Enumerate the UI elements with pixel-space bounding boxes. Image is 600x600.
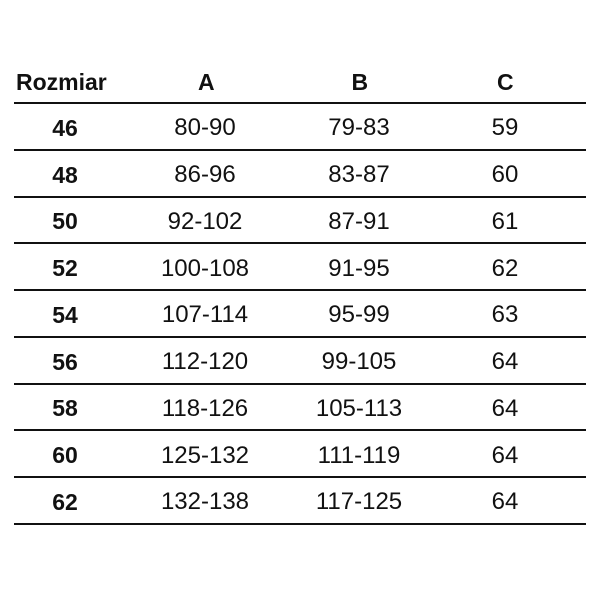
header-c: C	[496, 68, 514, 95]
c-cell: 63	[491, 301, 519, 329]
b-cell: 111-119	[317, 441, 401, 469]
a-cell: 92-102	[167, 207, 243, 235]
c-cell: 59	[491, 114, 519, 142]
c-cell: 62	[491, 254, 519, 282]
header-a: A	[198, 68, 215, 95]
c-cell: 64	[491, 441, 519, 469]
table-row	[14, 385, 586, 432]
size-cell: 46	[52, 114, 78, 141]
table-row	[14, 338, 586, 385]
a-cell: 100-108	[160, 254, 250, 282]
b-cell: 79-83	[328, 114, 390, 142]
size-cell: 60	[52, 442, 78, 469]
c-cell: 61	[491, 207, 519, 235]
b-cell: 105-113	[315, 394, 403, 422]
size-cell: 50	[52, 208, 78, 235]
b-cell: 91-95	[328, 254, 390, 282]
b-cell: 99-105	[321, 348, 397, 376]
table-row	[14, 431, 586, 478]
a-cell: 107-114	[161, 301, 249, 329]
a-cell: 132-138	[160, 488, 250, 516]
size-cell: 62	[52, 488, 78, 515]
header-b: B	[351, 68, 369, 95]
b-cell: 83-87	[328, 161, 390, 189]
a-cell: 112-120	[161, 348, 249, 376]
table-row	[14, 244, 586, 291]
table-row	[14, 291, 586, 338]
size-cell: 52	[52, 255, 78, 282]
c-cell: 64	[491, 488, 519, 516]
a-cell: 118-126	[161, 394, 249, 422]
a-cell: 125-132	[160, 441, 250, 469]
a-cell: 80-90	[174, 114, 236, 142]
b-cell: 87-91	[328, 207, 390, 235]
c-cell: 60	[491, 161, 519, 189]
size-table	[14, 62, 586, 525]
table-row	[14, 151, 586, 198]
header-size: Rozmiar	[16, 68, 107, 95]
table-header-row	[14, 62, 586, 104]
a-cell: 86-96	[174, 161, 236, 189]
size-cell: 54	[52, 301, 78, 328]
size-cell: 48	[52, 161, 78, 188]
table-row	[14, 198, 586, 245]
table-row	[14, 478, 586, 525]
size-cell: 56	[52, 348, 78, 375]
b-cell: 95-99	[328, 301, 390, 329]
b-cell: 117-125	[315, 488, 403, 516]
c-cell: 64	[491, 394, 519, 422]
table-row	[14, 104, 586, 151]
c-cell: 64	[491, 348, 519, 376]
size-cell: 58	[52, 395, 78, 422]
